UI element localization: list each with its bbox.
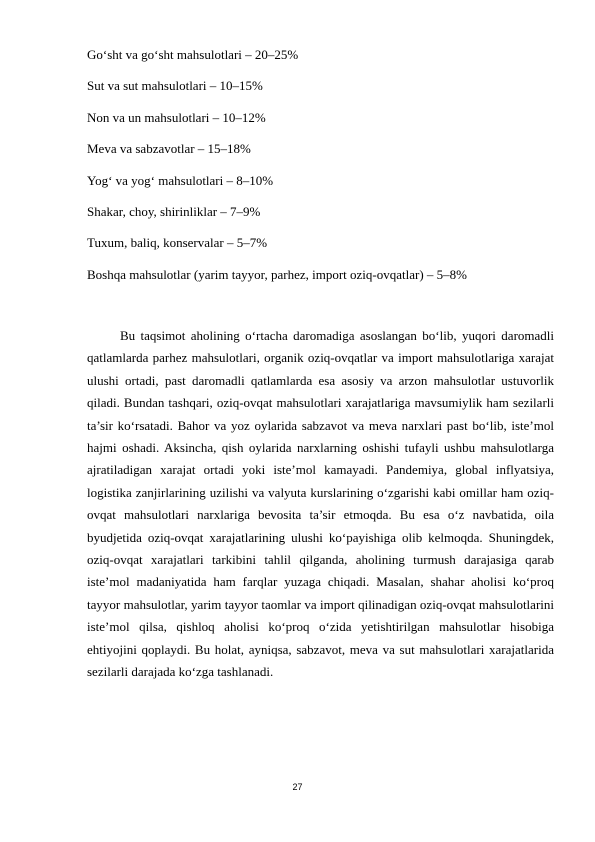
body-paragraph: Bu taqsimot aholining o‘rtacha daromadiga asoslangan bo‘lib, yuqori daromadli qatlamlarda parhez mahsulotlari, organik oziq-ovqatlar va import mahsulotlariga xarajat ulushi ortadi, past daromadli qatlamlarda esa asosiy va arzon mahsulotlar ustuvorlik qiladi. Bundan tashqari, oziq-ovqat mahsulotlari xarajatlariga mavsumiylik ham sezilarli ta’sir ko‘rsatadi. Bahor va yoz oylarida sabzavot va meva narxlari past bo‘lib, iste’mol hajmi oshadi. Aksincha, qish oylarida narxlarning oshishi tufayli ushbu mahsulotlarga ajratiladigan xarajat ortadi yoki iste’mol kamayadi. Pandemiya, global inflyatsiya, logistika zanjirlarining uzilishi va valyuta kurslarining o‘zgarishi kabi omillar ham oziq-ovqat mahsulotlari narxlariga bevosita ta’sir etmoqda. Bu esa o‘z navbatida, oila byudjetida oziq-ovqat xarajatlarining ulushi ko‘payishiga olib kelmoqda. Shuningdek, oziq-ovqat xarajatlari tarkibini tahlil qilganda, aholining turmush darajasiga qarab iste’mol madaniyatida ham farqlar yuzaga chiqadi. Masalan, shahar aholisi ko‘proq tayyor mahsulotlar, yarim tayyor taomlar va import qilinadigan oziq-ovqat mahsulotlarini iste’mol qilsa, qishloq aholisi ko‘proq o‘zida yetishtirilgan mahsulotlar hisobiga ehtiyojini qoplaydi. Bu holat, ayniqsa, sabzavot, meva va sut mahsulotlari xarajatlarida sezilarli darajada ko‘zga tashlanadi.	[87, 328, 554, 680]
page-number: 27	[292, 782, 303, 792]
list-item: Meva va sabzavotlar – 15–18%	[87, 141, 251, 157]
list-item: Go‘sht va go‘sht mahsulotlari – 20–25%	[87, 47, 299, 62]
list-item: Non va un mahsulotlari – 10–12%	[87, 109, 266, 125]
list-item: Tuxum, baliq, konservalar – 5–7%	[87, 235, 268, 251]
list-item: Yog‘ va yog‘ mahsulotlari – 8–10%	[87, 172, 274, 188]
expense-share-list	[87, 47, 557, 298]
list-item: Boshqa mahsulotlar (yarim tayyor, parhez, import oziq-ovqatlar) – 5–8%	[87, 266, 467, 282]
list-item: Shakar, choy, shirinliklar – 7–9%	[87, 203, 261, 219]
list-item: Sut va sut mahsulotlari – 10–15%	[87, 78, 263, 94]
